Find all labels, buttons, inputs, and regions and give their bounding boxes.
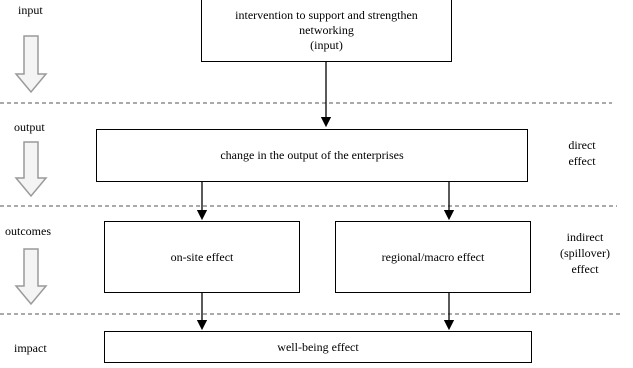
direct-effect-line: effect [568,154,596,168]
enterprise-output-text: change in the output of the enterprises [220,148,404,162]
on-site-effect-box [104,221,300,293]
direct-effect-line: direct [568,138,596,152]
on-site-effect-text: on-site effect [170,249,234,264]
regional-macro-effect-text: regional/macro effect [381,249,485,264]
stage-flow-arrow [16,36,46,92]
intervention-text-line: (input) [310,38,343,52]
stage-flow-arrow [16,249,46,304]
regional-macro-effect-box [335,221,531,293]
indirect-effect-line: effect [571,262,599,276]
indirect-effect-label [553,229,617,277]
intervention-text-line: networking [299,23,354,37]
well-being-effect-box [104,331,532,363]
intervention-box [201,0,452,62]
stage-label-outcomes: outcomes [5,224,51,238]
stage-label-input: input [18,3,43,17]
indirect-effect-line: indirect [566,230,604,244]
stage-label-output: output [14,120,45,134]
stage-flow-arrow [16,142,46,196]
enterprise-output-box [96,129,528,182]
intervention-text-line: intervention to support and strengthen [235,8,418,22]
direct-effect-label [559,137,605,169]
well-being-effect-text: well-being effect [277,339,359,354]
indirect-effect-line: (spillover) [560,246,610,260]
stage-label-impact: impact [14,341,47,355]
